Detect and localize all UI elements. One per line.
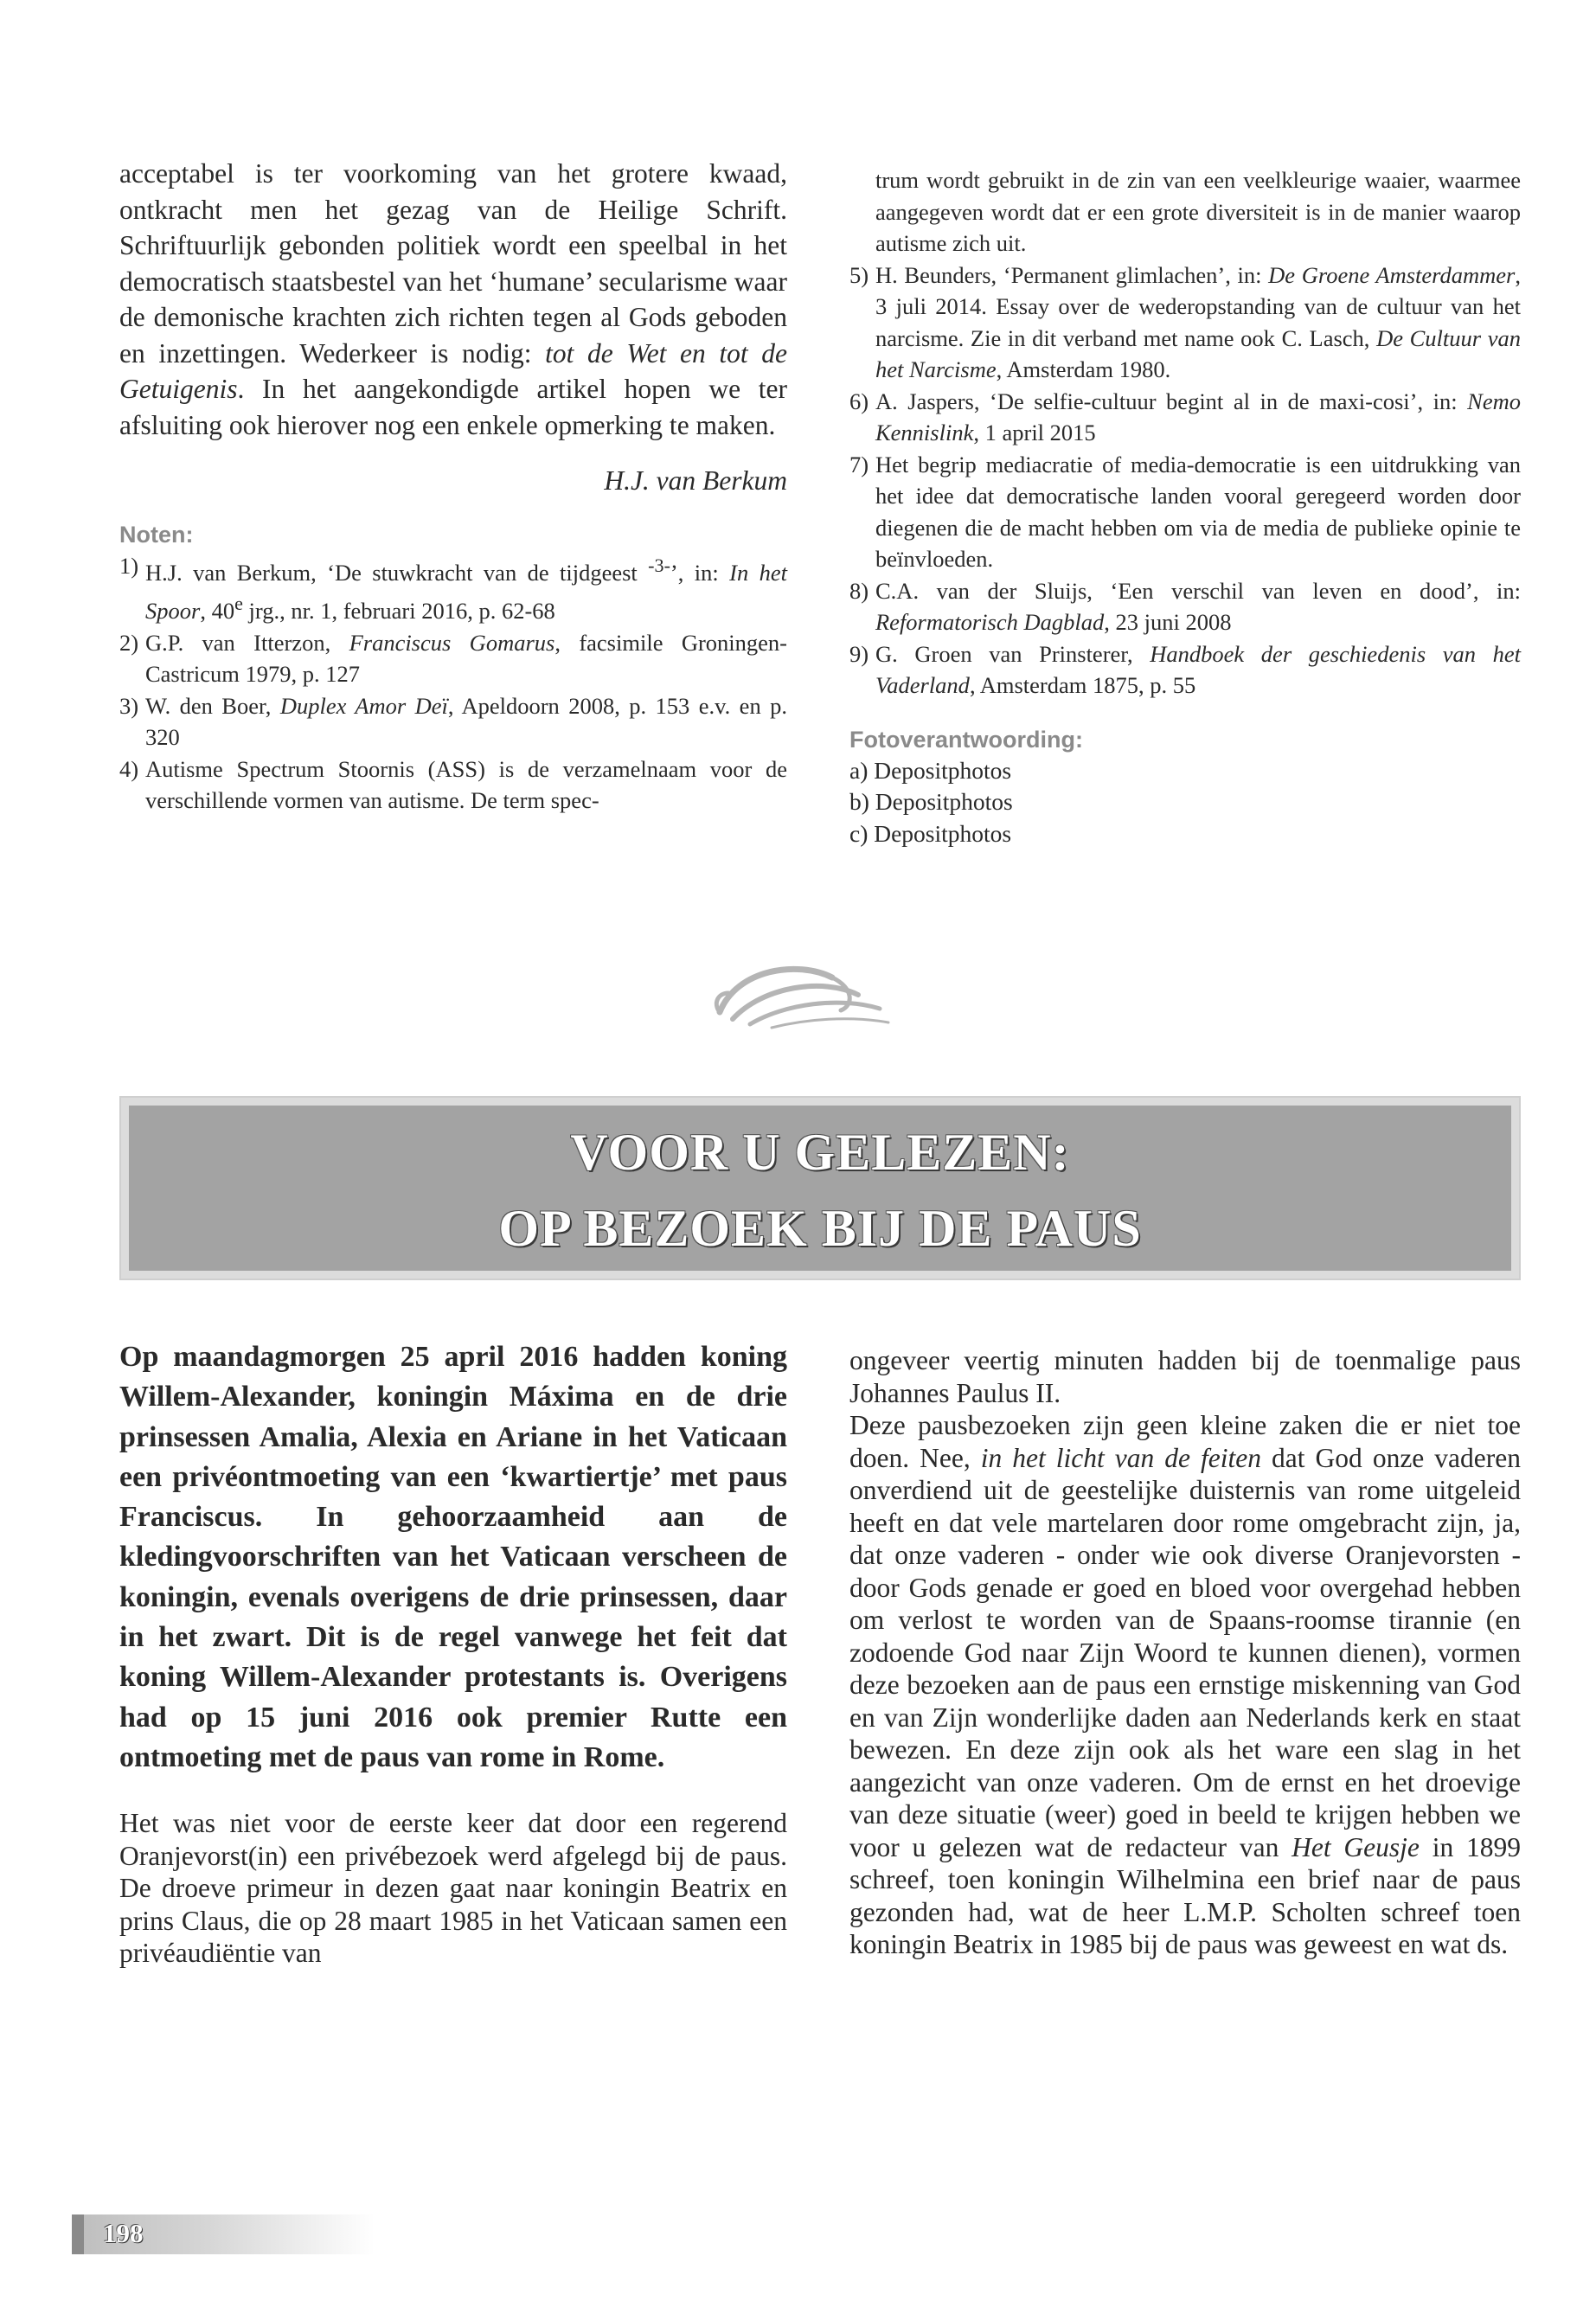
- footnote: 1) H.J. van Berkum, ‘De stuwkracht van de tijdgeest $^{-3-}$’, in: In het Spoor, 40e jrg., nr. 1, februari 2016, p. 62-68: [119, 553, 787, 625]
- page-number-bar: [72, 2214, 84, 2254]
- page-number: 198: [103, 2218, 144, 2248]
- footnote-continuation: trum wordt gebruikt in de zin van een veelkleurige waaier, waarmee aangegeven wordt dat er een grote diversiteit is in de manier waarop autisme zich uit.: [875, 167, 1521, 256]
- footnote: 7) Het begrip mediacratie of media-democratie is een uitdrukking van het idee dat democratische landen vooral geregeerd worden door diegenen die de macht hebben om via de media de publieke opinie te beïnvloeden.: [849, 451, 1521, 572]
- footnote: 8) C.A. van der Sluijs, ‘Een verschil van leven en dood’, in: Reformatorisch Dagblad, 23 juni 2008: [849, 577, 1521, 635]
- page-number-strip: [72, 2214, 375, 2254]
- footnote: 5) H. Beunders, ‘Permanent glimlachen’, in: De Groene Amsterdammer, 3 juli 2014. Essay over de wederopstanding van de cultuur van het narcisme. Zie in dit verband met name ook C. Lasch, De Cultuur van het Narcisme, Amsterdam 1980.: [849, 261, 1521, 382]
- left-column-continuation: [119, 156, 787, 817]
- credits-list: [849, 755, 1521, 850]
- article-body-left: Het was niet voor de eerste keer dat door een regerend Oranjevorst(in) een privébezoek werd afgelegd bij de paus. De droeve primeur in dezen gaat naar koningin Beatrix en prins Claus, die op 28 maart 1985 in het Vaticaan samen een privéaudiëntie van: [119, 1808, 787, 1969]
- footnote: 3) W. den Boer, Duplex Amor Deï, Apeldoorn 2008, p. 153 e.v. en p. 320: [119, 692, 787, 751]
- credits-heading: Fotoverantwoording:: [849, 726, 1083, 753]
- article-right-column: [849, 1344, 1521, 1961]
- article-lead: Op maandagmorgen 25 april 2016 hadden koning Willem-Alexander, koningin Máxima en de drie prinsessen Amalia, Alexia en Ariane in het Vaticaan een privéontmoeting van een ‘kwartiertje’ met paus Franciscus. In gehoorzaamheid aan de kledingvoorschriften van het Vaticaan verscheen de koningin, evenals overigens de drie prinsessen, daar in het zwart. Dit is de regel vanwege het feit dat koning Willem-Alexander protestants is. Overigens had op 15 juni 2016 ook premier Rutte een ontmoeting met de paus van rome in Rome.: [119, 1341, 787, 1773]
- right-column-notes: [849, 164, 1521, 850]
- footnote: 9) G. Groen van Prinsterer, Handboek der geschiedenis van het Vaderland, Amsterdam 1875, p. 55: [849, 640, 1521, 698]
- credit-item: a) Depositphotos: [849, 756, 1012, 784]
- credit-item: b) Depositphotos: [849, 788, 1013, 816]
- article-left-column: [119, 1337, 787, 1970]
- article-title-banner: [119, 1096, 1521, 1280]
- article-body-right-2: Deze pausbezoeken zijn geen kleine zaken die er niet toe doen. Nee, in het licht van de feiten dat God onze vaderen onverdiend uit de geestelijke duisternis van rome uitgeleid heeft en dat vele martelaren door rome omgebracht zijn, ja, dat onze vaderen - onder wie ook diverse Oranjevorsten - door Gods genade er goed en bloed voor overgehad hebben om verlost te worden van de Spaans-roomse tirannie (en zodoende God naar Zijn Woord te kunnen dienen), vormen deze bezoeken aan de paus een ernstige miskenning van God en van Zijn wonderlijke daden aan Nederlands kerk en staat bewezen. En deze zijn ook als het ware een slag in het aangezicht van onze vaderen. Om de ernst en het droevige van deze situatie (weer) goed in beeld te krijgen hebben we voor u gelezen wat de redacteur van Het Geusje in 1899 schreef, toen koningin Wilhelmina een brief naar de paus gezonden had, wat de heer L.M.P. Scholten schreef toen koningin Beatrix in 1985 bij de paus was geweest en wat ds.: [849, 1410, 1521, 1959]
- article-title-line-1: VOOR U GELEZEN:: [570, 1124, 1070, 1181]
- article-body-right-1: ongeveer veertig minuten hadden bij de toenmalige paus Johannes Paulus II.: [849, 1345, 1521, 1408]
- credit-item: c) Depositphotos: [849, 820, 1012, 848]
- notes-list-right: [849, 164, 1521, 702]
- closing-paragraph: acceptabel is ter voorkoming van het grotere kwaad, ontkracht men het gezag van de Heilige Schrift. Schriftuurlijk gebonden politiek wordt een speelbal in het democratisch staatsbestel van het ‘humane’ secularisme waar de demonische krachten zich richten tegen al Gods geboden en inzettingen. Wederkeer is nodig: tot de Wet en tot de Getuigenis. In het aangekondigde artikel hopen we ter afsluiting ook hierover nog een enkele opmerking te maken.: [119, 158, 787, 440]
- author-signature: H.J. van Berkum: [604, 465, 787, 496]
- footnote: 4) Autisme Spectrum Stoornis (ASS) is de verzamelnaam voor de verschillende vormen van autisme. De term spec-: [119, 755, 787, 814]
- footnote: 2) G.P. van Itterzon, Franciscus Gomarus, facsimile Groningen-Castricum 1979, p. 127: [119, 629, 787, 688]
- footnote: 6) A. Jaspers, ‘De selfie-cultuur begint al in de maxi-cosi’, in: Nemo Kennislink, 1 april 2015: [849, 388, 1521, 445]
- notes-list-left: [119, 550, 787, 817]
- notes-heading: Noten:: [119, 522, 194, 548]
- banner-inner: [129, 1106, 1511, 1271]
- decorative-swirl-ornament: [702, 952, 901, 1034]
- article-title-line-2: OP BEZOEK BIJ DE PAUS: [498, 1200, 1142, 1257]
